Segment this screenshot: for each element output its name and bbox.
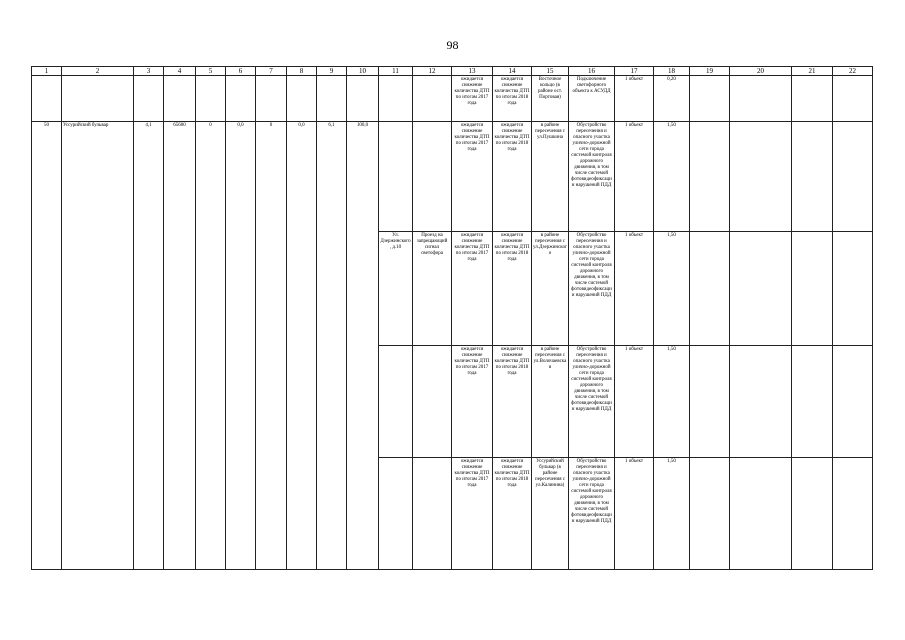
header-cell: 2 bbox=[62, 67, 134, 76]
table-cell bbox=[730, 458, 792, 570]
header-cell: 4 bbox=[164, 67, 196, 76]
header-cell: 15 bbox=[532, 67, 569, 76]
table-cell bbox=[730, 76, 792, 122]
header-cell: 7 bbox=[256, 67, 287, 76]
table-cell: ожидается снижение количества ДТП по итогам 2017 года bbox=[452, 232, 493, 346]
header-cell: 11 bbox=[379, 67, 413, 76]
header-cell: 6 bbox=[226, 67, 256, 76]
table-cell bbox=[226, 76, 256, 122]
table-cell: 1,50 bbox=[654, 232, 690, 346]
table-cell bbox=[792, 232, 833, 346]
data-table bbox=[31, 66, 873, 570]
header-cell: 16 bbox=[569, 67, 615, 76]
table-cell bbox=[413, 122, 452, 232]
table-cell: Обустройство пересечения и опасного участка улично-дорожной сети города системой контроля дорожного движения, в том числе системой фотовидеофиксации нарушений ПДД bbox=[569, 232, 615, 346]
table-cell bbox=[379, 458, 413, 570]
table-cell bbox=[833, 232, 873, 346]
table-cell: 1,50 bbox=[654, 458, 690, 570]
street-name-cell: Уссурийский бульвар bbox=[62, 122, 134, 570]
table-cell: 100,0 bbox=[347, 122, 379, 570]
table-cell: Обустройство пересечения и опасного участка улично-дорожной сети города системой контроля дорожного движения, в том числе системой фотовидеофиксации нарушений ПДД bbox=[569, 458, 615, 570]
table-cell: Обустройство пересечения и опасного участка улично-дорожной сети города системой контроля дорожного движения, в том числе системой фотовидеофиксации нарушений ПДД bbox=[569, 122, 615, 232]
header-cell: 5 bbox=[196, 67, 226, 76]
table-cell bbox=[379, 346, 413, 458]
table-row bbox=[32, 122, 873, 232]
table-cell bbox=[833, 122, 873, 232]
table-cell bbox=[730, 122, 792, 232]
table-cell: ожидается снижение количества ДТП по итогам 2017 года bbox=[452, 122, 493, 232]
header-cell: 19 bbox=[690, 67, 730, 76]
table-row bbox=[32, 76, 873, 122]
table-cell: Проезд на запрещающий сигнал светофора bbox=[413, 232, 452, 346]
table-cell: Восточное кольцо (в районе ост. Портовая) bbox=[532, 76, 569, 122]
table-cell bbox=[792, 458, 833, 570]
header-cell: 3 bbox=[134, 67, 164, 76]
table-cell bbox=[287, 76, 317, 122]
table-cell bbox=[413, 346, 452, 458]
table-cell bbox=[792, 122, 833, 232]
table-cell bbox=[164, 76, 196, 122]
table-cell: 6,1 bbox=[317, 122, 347, 570]
header-cell: 9 bbox=[317, 67, 347, 76]
header-cell: 10 bbox=[347, 67, 379, 76]
table-cell: ожидается снижение количества ДТП по итогам 2018 года bbox=[493, 232, 532, 346]
table-cell: 1 объект bbox=[615, 76, 654, 122]
table-cell bbox=[690, 122, 730, 232]
table-cell bbox=[833, 458, 873, 570]
table-cell: 0 bbox=[196, 122, 226, 570]
table-cell: ожидается снижение количества ДТП по итогам 2017 года bbox=[452, 346, 493, 458]
header-cell: 14 bbox=[493, 67, 532, 76]
header-cell: 12 bbox=[413, 67, 452, 76]
table-cell: 0,0 bbox=[287, 122, 317, 570]
table-cell: Уссурийский бульвар (в районе пересечения с ул.Калинина) bbox=[532, 458, 569, 570]
header-cell: 8 bbox=[287, 67, 317, 76]
table-cell: 1,50 bbox=[654, 122, 690, 232]
table-cell: 1,50 bbox=[654, 346, 690, 458]
table-cell bbox=[690, 232, 730, 346]
header-cell: 22 bbox=[833, 67, 873, 76]
table-cell: ожидается снижение количества ДТП по итогам 2018 года bbox=[493, 458, 532, 570]
table-cell bbox=[379, 76, 413, 122]
table-cell bbox=[32, 76, 62, 122]
table-cell: ожидается снижение количества ДТП по итогам 2018 года bbox=[493, 122, 532, 232]
table-cell: 0 bbox=[256, 122, 287, 570]
table-cell bbox=[256, 76, 287, 122]
table-cell: 1 объект bbox=[615, 122, 654, 232]
table-cell bbox=[833, 76, 873, 122]
table-cell bbox=[413, 458, 452, 570]
table-cell: 0,20 bbox=[654, 76, 690, 122]
table-cell bbox=[730, 346, 792, 458]
table-cell bbox=[833, 346, 873, 458]
row-number-cell: 50 bbox=[32, 122, 62, 570]
header-row bbox=[32, 67, 873, 76]
header-cell: 1 bbox=[32, 67, 62, 76]
table-cell: 65600 bbox=[164, 122, 196, 570]
table-cell bbox=[730, 232, 792, 346]
table-cell: в районе пересечения с ул.Дзержинского bbox=[532, 232, 569, 346]
table-cell bbox=[347, 76, 379, 122]
table-cell bbox=[134, 76, 164, 122]
table-cell: в районе пересечения с ул.Пушкина bbox=[532, 122, 569, 232]
table-cell bbox=[690, 458, 730, 570]
table-cell: ожидается снижение количества ДТП по итогам 2018 года bbox=[493, 346, 532, 458]
table-cell: 1 объект bbox=[615, 458, 654, 570]
table-cell bbox=[317, 76, 347, 122]
table-cell: 1 объект bbox=[615, 232, 654, 346]
table-cell: 4,1 bbox=[134, 122, 164, 570]
table-cell bbox=[690, 346, 730, 458]
header-cell: 18 bbox=[654, 67, 690, 76]
table-cell bbox=[690, 76, 730, 122]
table-cell: ожидается снижение количества ДТП по итогам 2017 года bbox=[452, 458, 493, 570]
table-cell bbox=[62, 76, 134, 122]
page-number: 98 bbox=[446, 38, 459, 52]
table-cell: ожидается снижение количества ДТП по итогам 2018 года bbox=[493, 76, 532, 122]
table-cell: в районе пересечения с ул.Волочаевская bbox=[532, 346, 569, 458]
header-cell: 13 bbox=[452, 67, 493, 76]
header-cell: 20 bbox=[730, 67, 792, 76]
table-cell: 0,0 bbox=[226, 122, 256, 570]
table-cell bbox=[379, 122, 413, 232]
header-cell: 17 bbox=[615, 67, 654, 76]
table-cell bbox=[413, 76, 452, 122]
table-cell: Подключение светофорного объекта к АСУДД bbox=[569, 76, 615, 122]
table-cell bbox=[792, 346, 833, 458]
table-cell: 1 объект bbox=[615, 346, 654, 458]
table-cell: ожидается снижение количества ДТП по итогам 2017 года bbox=[452, 76, 493, 122]
header-cell: 21 bbox=[792, 67, 833, 76]
table-cell: Ул. Дзержинского, д.10 bbox=[379, 232, 413, 346]
table-cell bbox=[792, 76, 833, 122]
table-cell: Обустройство пересечения и опасного участка улично-дорожной сети города системой контроля дорожного движения, в том числе системой фотовидеофиксации нарушений ПДД bbox=[569, 346, 615, 458]
table-cell bbox=[196, 76, 226, 122]
